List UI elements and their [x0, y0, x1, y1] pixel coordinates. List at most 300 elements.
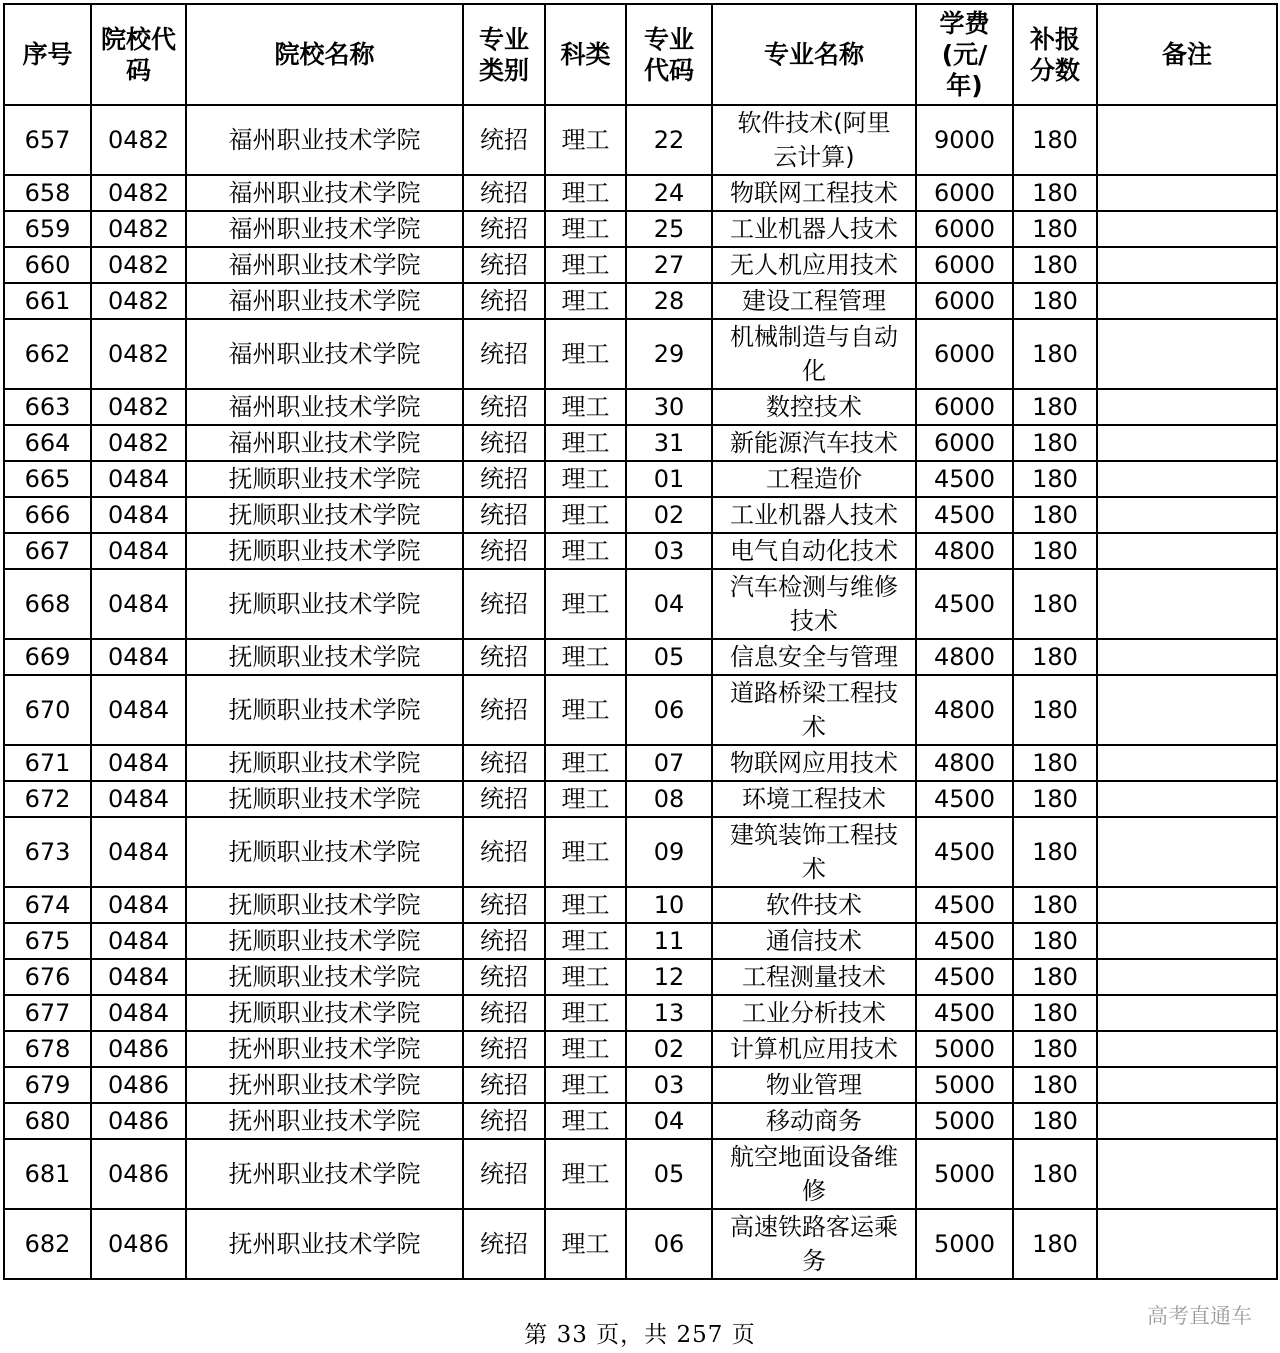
- cell-category: 理工: [545, 389, 626, 425]
- cell-major-name: 工业机器人技术: [712, 497, 916, 533]
- cell-school-code: 0482: [91, 105, 186, 175]
- cell-tuition: 4500: [916, 781, 1013, 817]
- table-row: [4, 497, 1277, 533]
- cell-remarks: [1097, 283, 1277, 319]
- cell-score: 180: [1013, 105, 1097, 175]
- cell-major-type: 统招: [463, 247, 545, 283]
- cell-remarks: [1097, 497, 1277, 533]
- cell-tuition: 4500: [916, 817, 1013, 887]
- cell-remarks: [1097, 675, 1277, 745]
- cell-tuition: 4800: [916, 745, 1013, 781]
- cell-category: 理工: [545, 497, 626, 533]
- cell-major-name: 建筑装饰工程技 术: [712, 817, 916, 887]
- cell-category: 理工: [545, 1139, 626, 1209]
- cell-major-type: 统招: [463, 533, 545, 569]
- header-school-code: 院校代 码: [91, 4, 186, 105]
- cell-major-code: 13: [626, 995, 712, 1031]
- cell-major-name: 建设工程管理: [712, 283, 916, 319]
- cell-school-name: 抚顺职业技术学院: [186, 639, 463, 675]
- cell-tuition: 5000: [916, 1209, 1013, 1279]
- cell-category: 理工: [545, 1103, 626, 1139]
- cell-major-code: 04: [626, 569, 712, 639]
- table-row: [4, 1209, 1277, 1279]
- cell-major-code: 24: [626, 175, 712, 211]
- cell-score: 180: [1013, 533, 1097, 569]
- cell-major-name: 环境工程技术: [712, 781, 916, 817]
- cell-seq: 667: [4, 533, 91, 569]
- cell-school-name: 抚顺职业技术学院: [186, 745, 463, 781]
- cell-remarks: [1097, 745, 1277, 781]
- header-tuition: 学费 (元/ 年): [916, 4, 1013, 105]
- cell-seq: 672: [4, 781, 91, 817]
- cell-major-name: 汽车检测与维修 技术: [712, 569, 916, 639]
- cell-major-type: 统招: [463, 995, 545, 1031]
- cell-major-type: 统招: [463, 283, 545, 319]
- cell-major-code: 29: [626, 319, 712, 389]
- cell-category: 理工: [545, 569, 626, 639]
- cell-seq: 659: [4, 211, 91, 247]
- cell-tuition: 6000: [916, 425, 1013, 461]
- cell-major-name: 工程测量技术: [712, 959, 916, 995]
- cell-school-code: 0486: [91, 1103, 186, 1139]
- cell-school-code: 0484: [91, 745, 186, 781]
- cell-score: 180: [1013, 425, 1097, 461]
- cell-tuition: 6000: [916, 175, 1013, 211]
- table-row: [4, 211, 1277, 247]
- cell-tuition: 5000: [916, 1139, 1013, 1209]
- cell-tuition: 6000: [916, 211, 1013, 247]
- header-row: [4, 4, 1277, 105]
- cell-seq: 658: [4, 175, 91, 211]
- header-major-code: 专业 代码: [626, 4, 712, 105]
- cell-major-type: 统招: [463, 319, 545, 389]
- table-row: [4, 569, 1277, 639]
- header-category: 科类: [545, 4, 626, 105]
- cell-major-name: 工程造价: [712, 461, 916, 497]
- cell-seq: 665: [4, 461, 91, 497]
- cell-school-name: 抚州职业技术学院: [186, 1209, 463, 1279]
- cell-category: 理工: [545, 923, 626, 959]
- cell-tuition: 6000: [916, 389, 1013, 425]
- cell-seq: 657: [4, 105, 91, 175]
- cell-school-name: 抚顺职业技术学院: [186, 923, 463, 959]
- cell-score: 180: [1013, 1031, 1097, 1067]
- cell-school-name: 抚顺职业技术学院: [186, 461, 463, 497]
- cell-major-code: 12: [626, 959, 712, 995]
- cell-major-type: 统招: [463, 1139, 545, 1209]
- cell-major-code: 11: [626, 923, 712, 959]
- cell-score: 180: [1013, 745, 1097, 781]
- cell-tuition: 6000: [916, 247, 1013, 283]
- cell-category: 理工: [545, 283, 626, 319]
- cell-major-code: 28: [626, 283, 712, 319]
- cell-remarks: [1097, 247, 1277, 283]
- cell-major-name: 工业机器人技术: [712, 211, 916, 247]
- cell-major-code: 01: [626, 461, 712, 497]
- cell-remarks: [1097, 1103, 1277, 1139]
- cell-seq: 660: [4, 247, 91, 283]
- cell-seq: 671: [4, 745, 91, 781]
- cell-tuition: 4500: [916, 923, 1013, 959]
- cell-major-name: 软件技术(阿里 云计算): [712, 105, 916, 175]
- cell-major-name: 软件技术: [712, 887, 916, 923]
- cell-tuition: 4500: [916, 959, 1013, 995]
- cell-school-code: 0486: [91, 1209, 186, 1279]
- cell-school-name: 抚顺职业技术学院: [186, 781, 463, 817]
- table-row: [4, 995, 1277, 1031]
- cell-major-code: 25: [626, 211, 712, 247]
- header-min-score: 补报 分数: [1013, 4, 1097, 105]
- table-row: [4, 745, 1277, 781]
- cell-score: 180: [1013, 389, 1097, 425]
- cell-score: 180: [1013, 497, 1097, 533]
- cell-major-name: 信息安全与管理: [712, 639, 916, 675]
- cell-school-code: 0482: [91, 247, 186, 283]
- cell-remarks: [1097, 569, 1277, 639]
- cell-category: 理工: [545, 319, 626, 389]
- table-row: [4, 105, 1277, 175]
- cell-major-type: 统招: [463, 105, 545, 175]
- cell-major-code: 03: [626, 1067, 712, 1103]
- cell-school-code: 0484: [91, 817, 186, 887]
- cell-score: 180: [1013, 1103, 1097, 1139]
- cell-school-code: 0482: [91, 425, 186, 461]
- cell-major-name: 航空地面设备维 修: [712, 1139, 916, 1209]
- cell-school-code: 0486: [91, 1067, 186, 1103]
- cell-score: 180: [1013, 781, 1097, 817]
- cell-school-name: 抚州职业技术学院: [186, 1067, 463, 1103]
- cell-score: 180: [1013, 1067, 1097, 1103]
- cell-remarks: [1097, 959, 1277, 995]
- cell-school-name: 福州职业技术学院: [186, 389, 463, 425]
- cell-major-type: 统招: [463, 569, 545, 639]
- cell-major-name: 移动商务: [712, 1103, 916, 1139]
- cell-score: 180: [1013, 639, 1097, 675]
- cell-score: 180: [1013, 461, 1097, 497]
- table-row: [4, 675, 1277, 745]
- cell-remarks: [1097, 1067, 1277, 1103]
- cell-school-code: 0484: [91, 959, 186, 995]
- cell-school-name: 抚顺职业技术学院: [186, 675, 463, 745]
- cell-seq: 670: [4, 675, 91, 745]
- cell-school-code: 0484: [91, 675, 186, 745]
- table-row: [4, 887, 1277, 923]
- cell-major-type: 统招: [463, 425, 545, 461]
- cell-category: 理工: [545, 1209, 626, 1279]
- cell-major-type: 统招: [463, 497, 545, 533]
- cell-school-code: 0486: [91, 1031, 186, 1067]
- cell-seq: 666: [4, 497, 91, 533]
- cell-major-type: 统招: [463, 745, 545, 781]
- cell-tuition: 6000: [916, 283, 1013, 319]
- cell-major-type: 统招: [463, 1031, 545, 1067]
- cell-major-code: 06: [626, 675, 712, 745]
- cell-score: 180: [1013, 1209, 1097, 1279]
- cell-category: 理工: [545, 745, 626, 781]
- cell-school-name: 福州职业技术学院: [186, 283, 463, 319]
- cell-major-code: 08: [626, 781, 712, 817]
- cell-tuition: 5000: [916, 1031, 1013, 1067]
- cell-major-name: 物业管理: [712, 1067, 916, 1103]
- table-row: [4, 923, 1277, 959]
- cell-major-code: 05: [626, 1139, 712, 1209]
- cell-major-code: 02: [626, 497, 712, 533]
- cell-major-name: 物联网应用技术: [712, 745, 916, 781]
- cell-school-name: 抚顺职业技术学院: [186, 959, 463, 995]
- cell-seq: 682: [4, 1209, 91, 1279]
- cell-school-code: 0482: [91, 389, 186, 425]
- cell-major-type: 统招: [463, 639, 545, 675]
- cell-category: 理工: [545, 1067, 626, 1103]
- cell-school-name: 抚顺职业技术学院: [186, 817, 463, 887]
- cell-remarks: [1097, 639, 1277, 675]
- cell-remarks: [1097, 887, 1277, 923]
- cell-school-code: 0484: [91, 995, 186, 1031]
- cell-seq: 669: [4, 639, 91, 675]
- table-row: [4, 319, 1277, 389]
- cell-major-code: 06: [626, 1209, 712, 1279]
- cell-seq: 668: [4, 569, 91, 639]
- cell-school-name: 抚州职业技术学院: [186, 1103, 463, 1139]
- cell-score: 180: [1013, 319, 1097, 389]
- table-row: [4, 1031, 1277, 1067]
- table-row: [4, 461, 1277, 497]
- cell-remarks: [1097, 211, 1277, 247]
- cell-major-name: 道路桥梁工程技 术: [712, 675, 916, 745]
- cell-score: 180: [1013, 247, 1097, 283]
- cell-school-code: 0484: [91, 887, 186, 923]
- cell-major-name: 物联网工程技术: [712, 175, 916, 211]
- cell-category: 理工: [545, 887, 626, 923]
- table-row: [4, 1103, 1277, 1139]
- cell-remarks: [1097, 389, 1277, 425]
- cell-school-name: 福州职业技术学院: [186, 319, 463, 389]
- cell-major-code: 31: [626, 425, 712, 461]
- cell-major-name: 高速铁路客运乘 务: [712, 1209, 916, 1279]
- cell-school-name: 抚顺职业技术学院: [186, 497, 463, 533]
- cell-seq: 680: [4, 1103, 91, 1139]
- cell-school-name: 福州职业技术学院: [186, 105, 463, 175]
- cell-tuition: 4500: [916, 461, 1013, 497]
- cell-seq: 663: [4, 389, 91, 425]
- cell-score: 180: [1013, 1139, 1097, 1209]
- table-row: [4, 817, 1277, 887]
- header-major-name: 专业名称: [712, 4, 916, 105]
- cell-school-name: 抚顺职业技术学院: [186, 533, 463, 569]
- cell-school-code: 0482: [91, 283, 186, 319]
- cell-school-code: 0482: [91, 211, 186, 247]
- cell-remarks: [1097, 1031, 1277, 1067]
- cell-school-code: 0484: [91, 461, 186, 497]
- cell-school-code: 0484: [91, 639, 186, 675]
- cell-major-type: 统招: [463, 923, 545, 959]
- cell-category: 理工: [545, 639, 626, 675]
- cell-school-name: 福州职业技术学院: [186, 425, 463, 461]
- cell-major-name: 电气自动化技术: [712, 533, 916, 569]
- cell-major-type: 统招: [463, 1209, 545, 1279]
- table-row: [4, 1067, 1277, 1103]
- cell-major-name: 新能源汽车技术: [712, 425, 916, 461]
- cell-major-name: 通信技术: [712, 923, 916, 959]
- cell-category: 理工: [545, 675, 626, 745]
- cell-major-code: 27: [626, 247, 712, 283]
- cell-seq: 676: [4, 959, 91, 995]
- cell-major-type: 统招: [463, 959, 545, 995]
- cell-tuition: 4800: [916, 533, 1013, 569]
- cell-remarks: [1097, 319, 1277, 389]
- cell-remarks: [1097, 781, 1277, 817]
- cell-major-code: 07: [626, 745, 712, 781]
- cell-school-name: 抚州职业技术学院: [186, 1139, 463, 1209]
- cell-remarks: [1097, 461, 1277, 497]
- cell-score: 180: [1013, 175, 1097, 211]
- table-row: [4, 247, 1277, 283]
- cell-school-name: 抚顺职业技术学院: [186, 887, 463, 923]
- cell-school-name: 抚州职业技术学院: [186, 1031, 463, 1067]
- cell-category: 理工: [545, 105, 626, 175]
- cell-tuition: 6000: [916, 319, 1013, 389]
- cell-school-name: 福州职业技术学院: [186, 247, 463, 283]
- cell-score: 180: [1013, 959, 1097, 995]
- cell-score: 180: [1013, 569, 1097, 639]
- cell-major-name: 计算机应用技术: [712, 1031, 916, 1067]
- cell-major-code: 30: [626, 389, 712, 425]
- cell-category: 理工: [545, 1031, 626, 1067]
- cell-tuition: 4500: [916, 497, 1013, 533]
- cell-school-code: 0482: [91, 319, 186, 389]
- cell-major-name: 工业分析技术: [712, 995, 916, 1031]
- cell-major-type: 统招: [463, 817, 545, 887]
- cell-tuition: 4800: [916, 639, 1013, 675]
- cell-major-type: 统招: [463, 175, 545, 211]
- cell-seq: 679: [4, 1067, 91, 1103]
- cell-school-code: 0484: [91, 569, 186, 639]
- cell-major-type: 统招: [463, 389, 545, 425]
- cell-score: 180: [1013, 675, 1097, 745]
- cell-school-code: 0484: [91, 497, 186, 533]
- cell-tuition: 4500: [916, 569, 1013, 639]
- cell-major-type: 统招: [463, 887, 545, 923]
- cell-score: 180: [1013, 887, 1097, 923]
- admissions-table: [3, 3, 1278, 1280]
- header-remarks: 备注: [1097, 4, 1277, 105]
- cell-major-code: 03: [626, 533, 712, 569]
- cell-remarks: [1097, 923, 1277, 959]
- table-row: [4, 639, 1277, 675]
- cell-major-name: 无人机应用技术: [712, 247, 916, 283]
- page-number: 第 33 页，共 257 页: [524, 1322, 756, 1348]
- watermark: 高考直通车: [1147, 1304, 1252, 1328]
- cell-remarks: [1097, 425, 1277, 461]
- cell-seq: 661: [4, 283, 91, 319]
- cell-major-type: 统招: [463, 781, 545, 817]
- cell-remarks: [1097, 817, 1277, 887]
- table-row: [4, 389, 1277, 425]
- cell-seq: 678: [4, 1031, 91, 1067]
- cell-school-name: 抚顺职业技术学院: [186, 569, 463, 639]
- cell-school-code: 0484: [91, 781, 186, 817]
- cell-remarks: [1097, 1139, 1277, 1209]
- cell-major-code: 04: [626, 1103, 712, 1139]
- cell-remarks: [1097, 1209, 1277, 1279]
- cell-school-name: 福州职业技术学院: [186, 175, 463, 211]
- cell-major-type: 统招: [463, 1103, 545, 1139]
- cell-major-type: 统招: [463, 1067, 545, 1103]
- cell-category: 理工: [545, 781, 626, 817]
- table-row: [4, 283, 1277, 319]
- cell-tuition: 4800: [916, 675, 1013, 745]
- table-row: [4, 959, 1277, 995]
- cell-category: 理工: [545, 247, 626, 283]
- cell-category: 理工: [545, 817, 626, 887]
- cell-major-name: 数控技术: [712, 389, 916, 425]
- cell-score: 180: [1013, 817, 1097, 887]
- cell-score: 180: [1013, 283, 1097, 319]
- cell-category: 理工: [545, 211, 626, 247]
- cell-category: 理工: [545, 461, 626, 497]
- cell-tuition: 5000: [916, 1067, 1013, 1103]
- cell-seq: 674: [4, 887, 91, 923]
- cell-seq: 673: [4, 817, 91, 887]
- cell-major-code: 09: [626, 817, 712, 887]
- cell-remarks: [1097, 175, 1277, 211]
- table-row: [4, 781, 1277, 817]
- cell-school-code: 0482: [91, 175, 186, 211]
- cell-school-code: 0484: [91, 533, 186, 569]
- cell-school-code: 0486: [91, 1139, 186, 1209]
- table-row: [4, 1139, 1277, 1209]
- cell-tuition: 5000: [916, 1103, 1013, 1139]
- cell-category: 理工: [545, 175, 626, 211]
- cell-seq: 662: [4, 319, 91, 389]
- cell-tuition: 9000: [916, 105, 1013, 175]
- cell-tuition: 4500: [916, 887, 1013, 923]
- cell-major-code: 05: [626, 639, 712, 675]
- cell-category: 理工: [545, 533, 626, 569]
- cell-remarks: [1097, 105, 1277, 175]
- cell-remarks: [1097, 533, 1277, 569]
- cell-major-code: 22: [626, 105, 712, 175]
- cell-seq: 677: [4, 995, 91, 1031]
- cell-major-code: 02: [626, 1031, 712, 1067]
- table-row: [4, 175, 1277, 211]
- cell-seq: 664: [4, 425, 91, 461]
- cell-category: 理工: [545, 959, 626, 995]
- cell-seq: 681: [4, 1139, 91, 1209]
- cell-major-name: 机械制造与自动 化: [712, 319, 916, 389]
- cell-remarks: [1097, 995, 1277, 1031]
- cell-school-name: 福州职业技术学院: [186, 211, 463, 247]
- cell-score: 180: [1013, 923, 1097, 959]
- cell-major-type: 统招: [463, 675, 545, 745]
- cell-major-type: 统招: [463, 461, 545, 497]
- header-seq: 序号: [4, 4, 91, 105]
- cell-school-code: 0484: [91, 923, 186, 959]
- header-school-name: 院校名称: [186, 4, 463, 105]
- cell-school-name: 抚顺职业技术学院: [186, 995, 463, 1031]
- cell-seq: 675: [4, 923, 91, 959]
- table-row: [4, 425, 1277, 461]
- header-major-type: 专业 类别: [463, 4, 545, 105]
- cell-tuition: 4500: [916, 995, 1013, 1031]
- cell-category: 理工: [545, 995, 626, 1031]
- cell-score: 180: [1013, 995, 1097, 1031]
- cell-major-code: 10: [626, 887, 712, 923]
- cell-major-type: 统招: [463, 211, 545, 247]
- cell-category: 理工: [545, 425, 626, 461]
- cell-score: 180: [1013, 211, 1097, 247]
- table-row: [4, 533, 1277, 569]
